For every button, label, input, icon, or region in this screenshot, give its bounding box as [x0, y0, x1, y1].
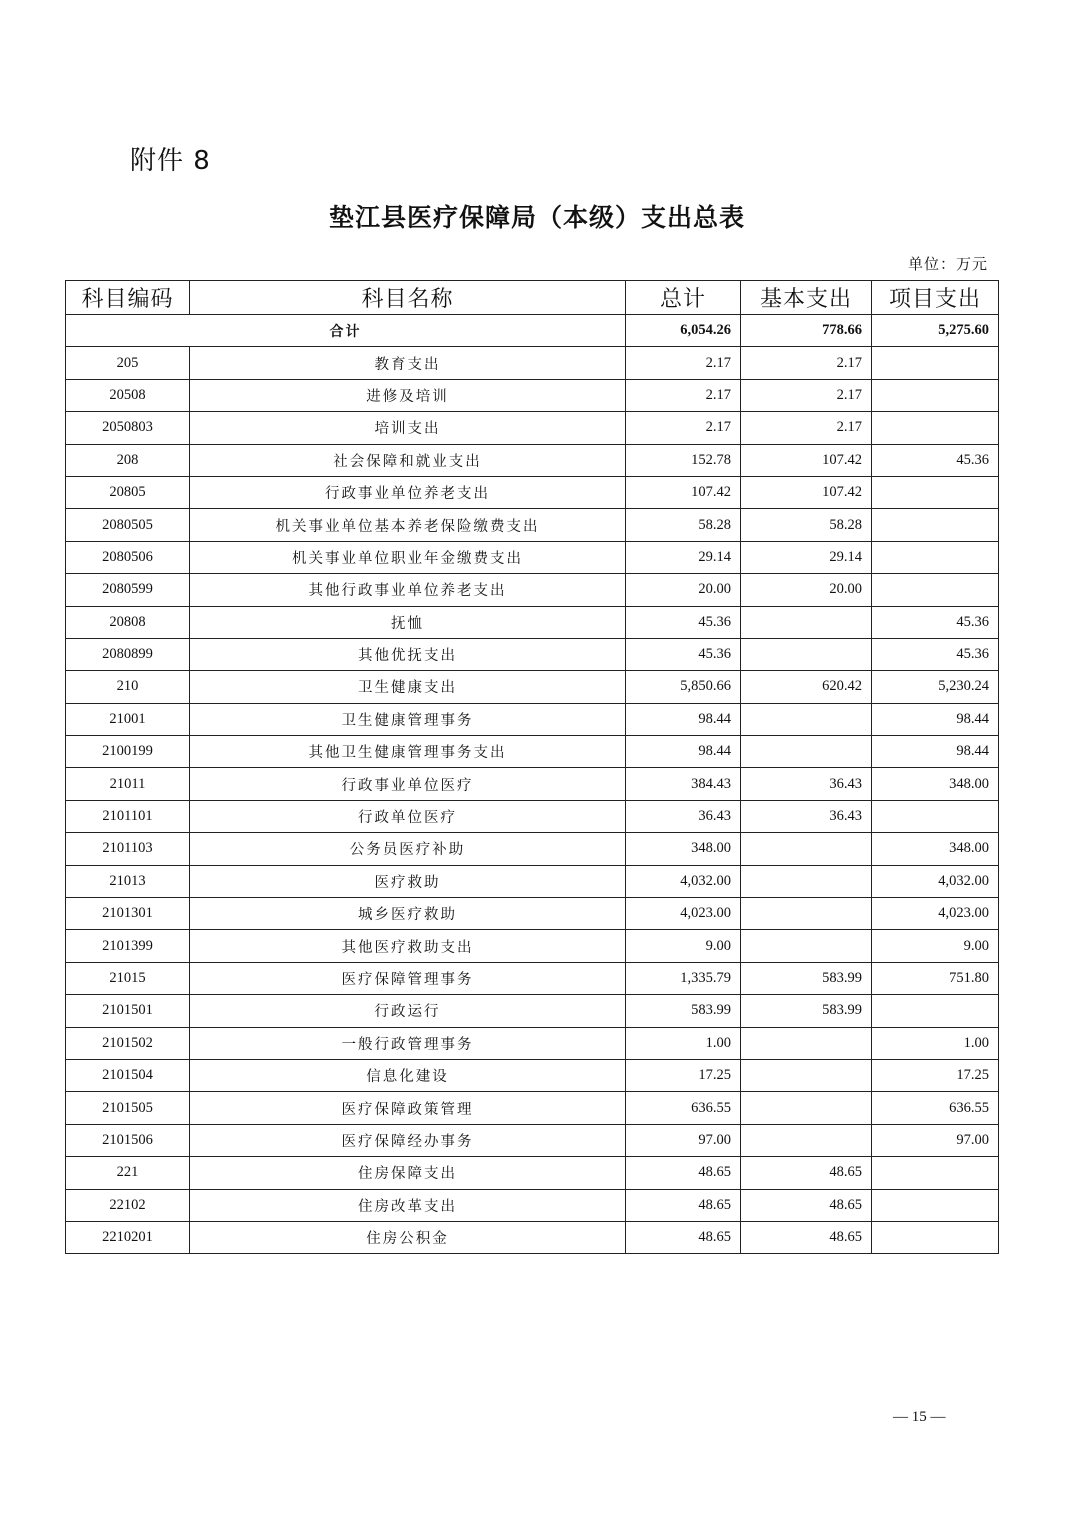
cell-basic: 2.17	[741, 379, 872, 411]
cell-project	[872, 412, 999, 444]
cell-project: 1.00	[872, 1027, 999, 1059]
cell-basic	[741, 1092, 872, 1124]
cell-total: 45.36	[626, 606, 741, 638]
cell-total: 48.65	[626, 1221, 741, 1253]
cell-code: 2101501	[66, 995, 190, 1027]
cell-total: 583.99	[626, 995, 741, 1027]
cell-basic	[741, 1059, 872, 1091]
table-row	[66, 638, 999, 670]
cell-basic	[741, 1124, 872, 1156]
cell-code: 2101301	[66, 898, 190, 930]
total-basic: 778.66	[741, 315, 872, 347]
cell-code: 2101399	[66, 930, 190, 962]
cell-total: 9.00	[626, 930, 741, 962]
table-row	[66, 930, 999, 962]
table-row	[66, 995, 999, 1027]
table-row	[66, 606, 999, 638]
cell-project	[872, 800, 999, 832]
cell-name: 培训支出	[190, 412, 626, 444]
cell-basic: 107.42	[741, 476, 872, 508]
cell-name: 医疗保障经办事务	[190, 1124, 626, 1156]
cell-project	[872, 995, 999, 1027]
table-row	[66, 509, 999, 541]
cell-project	[872, 1221, 999, 1253]
cell-basic: 2.17	[741, 347, 872, 379]
cell-project: 97.00	[872, 1124, 999, 1156]
total-sum: 6,054.26	[626, 315, 741, 347]
table-row	[66, 574, 999, 606]
cell-code: 210	[66, 671, 190, 703]
cell-code: 2050803	[66, 412, 190, 444]
cell-total: 1.00	[626, 1027, 741, 1059]
cell-name: 教育支出	[190, 347, 626, 379]
cell-name: 卫生健康支出	[190, 671, 626, 703]
cell-project	[872, 541, 999, 573]
cell-total: 97.00	[626, 1124, 741, 1156]
table-row	[66, 1124, 999, 1156]
header-total: 总计	[626, 281, 741, 315]
cell-project	[872, 379, 999, 411]
cell-total: 2.17	[626, 412, 741, 444]
cell-project	[872, 347, 999, 379]
cell-total: 4,032.00	[626, 865, 741, 897]
cell-basic: 48.65	[741, 1189, 872, 1221]
cell-name: 行政单位医疗	[190, 800, 626, 832]
header-code: 科目编码	[66, 281, 190, 315]
cell-code: 2100199	[66, 736, 190, 768]
header-name: 科目名称	[190, 281, 626, 315]
table-row	[66, 1092, 999, 1124]
cell-total: 5,850.66	[626, 671, 741, 703]
total-label: 合计	[66, 315, 626, 347]
cell-basic: 583.99	[741, 995, 872, 1027]
cell-basic: 48.65	[741, 1157, 872, 1189]
cell-total: 58.28	[626, 509, 741, 541]
cell-total: 98.44	[626, 703, 741, 735]
unit-label: 单位：万元	[907, 255, 988, 273]
table-row	[66, 800, 999, 832]
page-title: 垫江县医疗保障局（本级）支出总表	[328, 203, 745, 232]
attachment-label: 附件 8	[130, 146, 211, 176]
cell-name: 其他医疗救助支出	[190, 930, 626, 962]
cell-basic: 48.65	[741, 1221, 872, 1253]
cell-name: 行政事业单位养老支出	[190, 476, 626, 508]
cell-total: 384.43	[626, 768, 741, 800]
cell-project: 4,032.00	[872, 865, 999, 897]
cell-basic: 36.43	[741, 800, 872, 832]
cell-code: 20805	[66, 476, 190, 508]
cell-project: 5,230.24	[872, 671, 999, 703]
cell-total: 2.17	[626, 379, 741, 411]
cell-project	[872, 509, 999, 541]
cell-total: 48.65	[626, 1189, 741, 1221]
table-row	[66, 1157, 999, 1189]
cell-code: 21015	[66, 962, 190, 994]
cell-total: 636.55	[626, 1092, 741, 1124]
cell-name: 抚恤	[190, 606, 626, 638]
total-row	[66, 315, 999, 347]
table-row	[66, 1027, 999, 1059]
cell-name: 行政运行	[190, 995, 626, 1027]
table-row	[66, 1189, 999, 1221]
header-basic: 基本支出	[741, 281, 872, 315]
cell-name: 住房保障支出	[190, 1157, 626, 1189]
page-number: — 15 —	[893, 1409, 946, 1425]
cell-project	[872, 1157, 999, 1189]
cell-project: 45.36	[872, 606, 999, 638]
cell-total: 2.17	[626, 347, 741, 379]
cell-name: 医疗保障管理事务	[190, 962, 626, 994]
cell-project: 348.00	[872, 833, 999, 865]
cell-project: 98.44	[872, 703, 999, 735]
cell-code: 20808	[66, 606, 190, 638]
cell-code: 22102	[66, 1189, 190, 1221]
cell-basic	[741, 833, 872, 865]
cell-name: 其他卫生健康管理事务支出	[190, 736, 626, 768]
cell-code: 21001	[66, 703, 190, 735]
cell-project: 98.44	[872, 736, 999, 768]
cell-total: 45.36	[626, 638, 741, 670]
table-row	[66, 833, 999, 865]
cell-name: 公务员医疗补助	[190, 833, 626, 865]
cell-name: 医疗保障政策管理	[190, 1092, 626, 1124]
cell-code: 2101103	[66, 833, 190, 865]
cell-total: 152.78	[626, 444, 741, 476]
cell-basic: 29.14	[741, 541, 872, 573]
cell-project: 4,023.00	[872, 898, 999, 930]
header-project: 项目支出	[872, 281, 999, 315]
cell-name: 机关事业单位基本养老保险缴费支出	[190, 509, 626, 541]
cell-total: 36.43	[626, 800, 741, 832]
cell-total: 348.00	[626, 833, 741, 865]
cell-project: 45.36	[872, 638, 999, 670]
cell-project: 45.36	[872, 444, 999, 476]
cell-code: 2080899	[66, 638, 190, 670]
table-row	[66, 541, 999, 573]
cell-code: 2080506	[66, 541, 190, 573]
cell-name: 卫生健康管理事务	[190, 703, 626, 735]
cell-total: 29.14	[626, 541, 741, 573]
table-row	[66, 703, 999, 735]
table-row	[66, 476, 999, 508]
table-row	[66, 898, 999, 930]
cell-name: 住房改革支出	[190, 1189, 626, 1221]
cell-project: 348.00	[872, 768, 999, 800]
cell-total: 20.00	[626, 574, 741, 606]
cell-basic: 583.99	[741, 962, 872, 994]
total-project: 5,275.60	[872, 315, 999, 347]
cell-name: 机关事业单位职业年金缴费支出	[190, 541, 626, 573]
cell-code: 2080505	[66, 509, 190, 541]
cell-code: 21011	[66, 768, 190, 800]
expenditure-table	[65, 280, 999, 1254]
cell-name: 行政事业单位医疗	[190, 768, 626, 800]
table-row	[66, 865, 999, 897]
cell-project: 17.25	[872, 1059, 999, 1091]
cell-project: 636.55	[872, 1092, 999, 1124]
cell-total: 107.42	[626, 476, 741, 508]
cell-total: 17.25	[626, 1059, 741, 1091]
cell-code: 21013	[66, 865, 190, 897]
cell-basic	[741, 930, 872, 962]
cell-code: 2101505	[66, 1092, 190, 1124]
cell-basic	[741, 1027, 872, 1059]
cell-basic	[741, 638, 872, 670]
table-row	[66, 736, 999, 768]
cell-name: 其他行政事业单位养老支出	[190, 574, 626, 606]
cell-basic: 36.43	[741, 768, 872, 800]
cell-code: 2101504	[66, 1059, 190, 1091]
cell-basic: 20.00	[741, 574, 872, 606]
cell-project: 751.80	[872, 962, 999, 994]
cell-name: 一般行政管理事务	[190, 1027, 626, 1059]
cell-project	[872, 574, 999, 606]
cell-basic	[741, 606, 872, 638]
cell-basic	[741, 703, 872, 735]
table-row	[66, 379, 999, 411]
cell-code: 2080599	[66, 574, 190, 606]
cell-code: 205	[66, 347, 190, 379]
table-header-row	[66, 281, 999, 315]
cell-name: 进修及培训	[190, 379, 626, 411]
cell-code: 2101502	[66, 1027, 190, 1059]
table-row	[66, 768, 999, 800]
cell-code: 20508	[66, 379, 190, 411]
cell-total: 98.44	[626, 736, 741, 768]
cell-code: 2210201	[66, 1221, 190, 1253]
cell-basic: 2.17	[741, 412, 872, 444]
cell-code: 2101506	[66, 1124, 190, 1156]
cell-project	[872, 1189, 999, 1221]
cell-total: 48.65	[626, 1157, 741, 1189]
table-row	[66, 444, 999, 476]
table-row	[66, 962, 999, 994]
table-row	[66, 347, 999, 379]
table-row	[66, 1221, 999, 1253]
cell-code: 208	[66, 444, 190, 476]
cell-name: 信息化建设	[190, 1059, 626, 1091]
cell-code: 221	[66, 1157, 190, 1189]
cell-name: 其他优抚支出	[190, 638, 626, 670]
cell-basic	[741, 736, 872, 768]
cell-basic: 58.28	[741, 509, 872, 541]
cell-name: 社会保障和就业支出	[190, 444, 626, 476]
cell-name: 医疗救助	[190, 865, 626, 897]
cell-basic	[741, 898, 872, 930]
cell-code: 2101101	[66, 800, 190, 832]
cell-total: 1,335.79	[626, 962, 741, 994]
cell-name: 住房公积金	[190, 1221, 626, 1253]
table-row	[66, 412, 999, 444]
table-row	[66, 1059, 999, 1091]
cell-project	[872, 476, 999, 508]
cell-basic: 620.42	[741, 671, 872, 703]
table-row	[66, 671, 999, 703]
cell-total: 4,023.00	[626, 898, 741, 930]
cell-project: 9.00	[872, 930, 999, 962]
cell-basic: 107.42	[741, 444, 872, 476]
cell-name: 城乡医疗救助	[190, 898, 626, 930]
cell-basic	[741, 865, 872, 897]
